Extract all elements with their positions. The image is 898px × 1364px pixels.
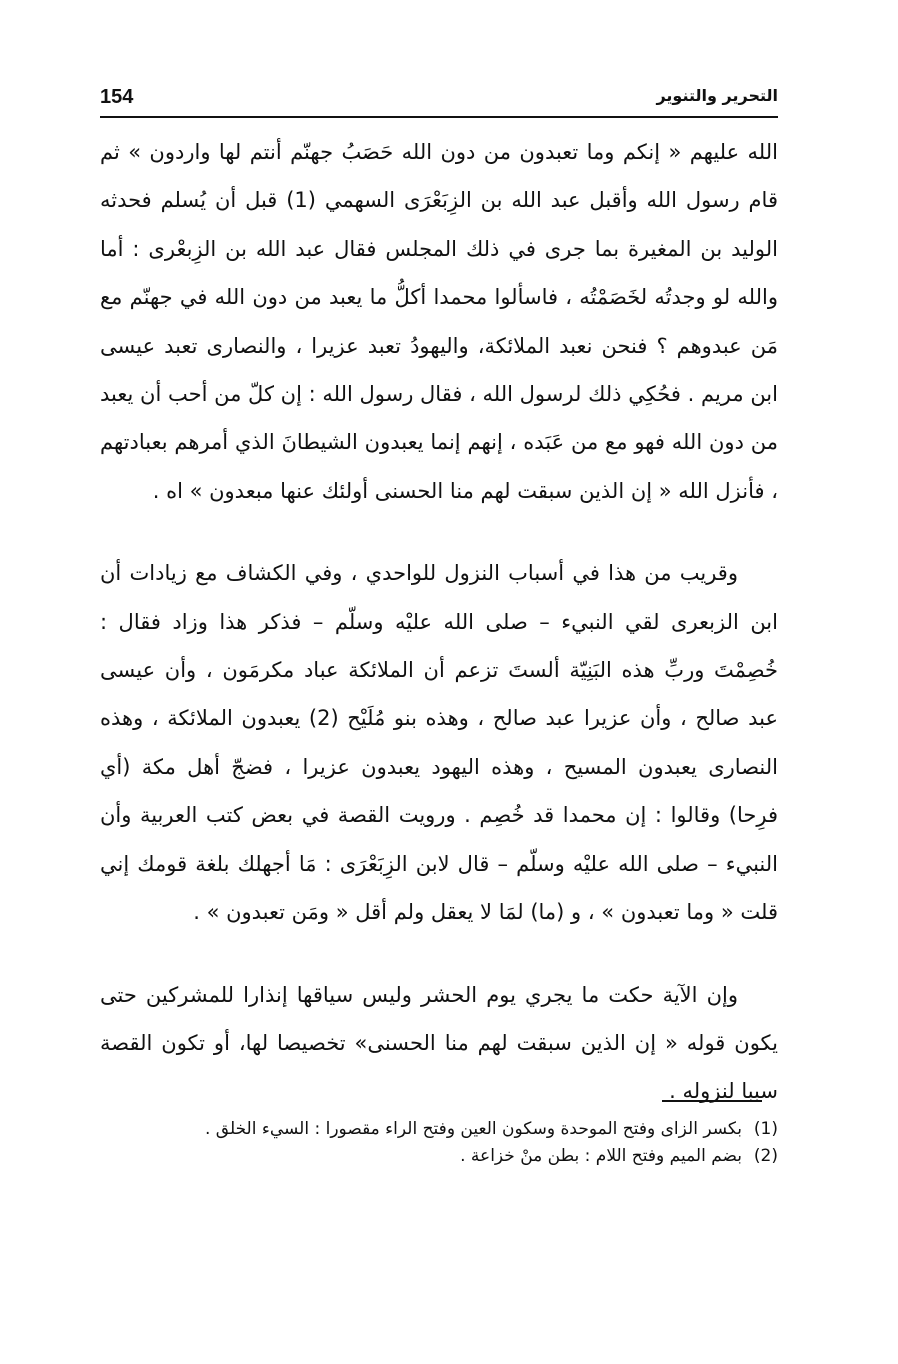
- footnote-text: بكسر الزاى وفتح الموحدة وسكون العين وفتح الراء مقصورا : السيء الخلق .: [204, 1119, 742, 1139]
- paragraph-1: الله عليهم « إنكم وما تعبدون من دون الله حَصَبُ جهنّم أنتم لها واردون » ثم قام رسول الله وأقبل عبد الله بن الزِبَعْرَى السهمي (1) قبل أن يُسلم فحدثه الوليد بن المغيرة بما جرى في ذلك المجلس فقال عبد الله بن الزِبعْرى : أما والله لو وجدتُه لخَصَمْتُه ، فاسألوا محمدا أكلُّ ما يعبد من دون الله في جهنّم مع مَن عبدوهم ؟ فنحن نعبد الملائكة، واليهودُ تعبد عزيرا ، والنصارى تعبد عيسى ابن مريم . فحُكِي ذلك لرسول الله ، فقال رسول الله : إن كلّ من أحب أن يعبد من دون الله فهو مع من عَبَده ، إنهم إنما يعبدون الشيطانَ الذي أمرهم بعبادتهم ، فأنزل الله « إن الذين سبقت لهم منا الحسنى أولئك عنها مبعدون » اه .: [100, 140, 778, 503]
- running-title: التحرير والتنوير: [656, 86, 778, 105]
- header-divider: [100, 116, 778, 118]
- footnote-number: (2): [753, 1146, 778, 1166]
- footnote-2: [100, 1143, 778, 1170]
- main-text: [100, 128, 778, 1116]
- footnote-number: (1): [753, 1119, 778, 1139]
- page-header: [100, 86, 778, 114]
- page-number: 154: [100, 86, 134, 108]
- paragraph-3: وإن الآية حكت ما يجري يوم الحشر وليس سياقها إنذارا للمشركين حتى يكون قوله « إن الذين سبقت لهم منا الحسنى» تخصيصا لها، أو تكون القصة سببا لنزوله .: [100, 982, 778, 1104]
- footnote-divider: [662, 1100, 762, 1102]
- paragraph-2: وقريب من هذا في أسباب النزول للواحدي ، وفي الكشاف مع زيادات أن ابن الزبعرى لقي النبيء – صلى الله عليْه وسلّم – فذكر هذا وزاد فقال : خُصِمْتَ وربِّ هذه البَنِيّة ألستَ تزعم أن الملائكة عباد مكرمَون ، وأن عيسى عبد صالح ، وأن عزيرا عبد صالح ، وهذه بنو مُلَيْح (2) يعبدون الملائكة ، وهذه النصارى يعبدون المسيح ، وهذه اليهود يعبدون عزيرا ، فضجّ أهل مكة (أي فرِحا) وقالوا : إن محمدا قد خُصِم . ورويت القصة في بعض كتب العربية وأن النبيء – صلى الله عليْه وسلّم – قال لابن الزِبَعْرَى : مَا أجهلك بلغة قومك إني قلت « وما تعبدون » ، و (ما) لمَا لا يعقل ولم أقل « ومَن تعبدون » .: [100, 561, 778, 925]
- footnotes: [100, 1116, 778, 1170]
- footnote-1: [100, 1116, 778, 1143]
- footnote-text: بضم الميم وفتح اللام : بطن منْ خزاعة .: [460, 1146, 742, 1166]
